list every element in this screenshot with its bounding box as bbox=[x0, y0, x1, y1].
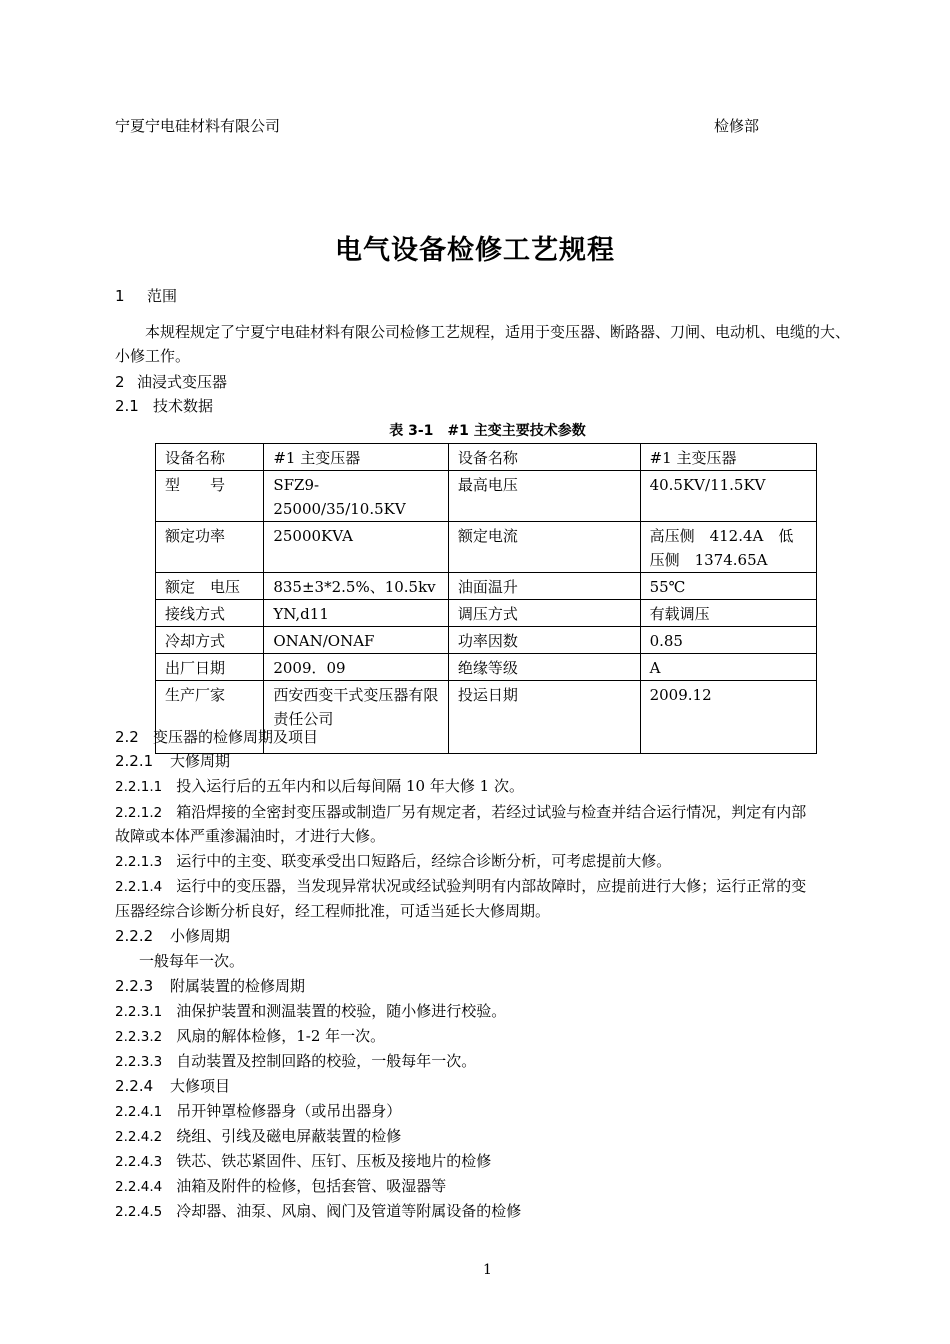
item-number: 2.2.1.1 bbox=[115, 779, 163, 795]
section-2-2-2-heading bbox=[115, 924, 860, 948]
item-text: 风扇的解体检修，1-2 年一次。 bbox=[176, 1027, 386, 1045]
table-label-cell: 生产厂家 bbox=[156, 681, 264, 754]
section-title: 小修周期 bbox=[170, 927, 231, 945]
item-number: 2.2.1.2 bbox=[115, 805, 163, 821]
section-number: 2.2.2 bbox=[115, 927, 154, 945]
table-value-cell: 835±3*2.5%、10.5kv bbox=[264, 573, 449, 600]
item-2-2-1-3 bbox=[115, 849, 860, 874]
table-value-cell: #1 主变压器 bbox=[264, 444, 449, 471]
table-label-cell: 设备名称 bbox=[156, 444, 264, 471]
table-label-cell: 调压方式 bbox=[448, 600, 640, 627]
section-title: 技术数据 bbox=[153, 397, 214, 415]
section-2-2-3-heading bbox=[115, 974, 860, 998]
item-text: 自动装置及控制回路的校验，一般每年一次。 bbox=[176, 1052, 477, 1070]
table-label-cell: 功率因数 bbox=[448, 627, 640, 654]
item-number: 2.2.3.2 bbox=[115, 1029, 163, 1045]
item-text: 运行中的主变、联变承受出口短路后，经综合诊断分析，可考虑提前大修。 bbox=[176, 852, 672, 870]
item-2-2-1-2 bbox=[115, 800, 860, 825]
section-2-2-1-heading bbox=[115, 749, 860, 773]
table-label-cell: 出厂日期 bbox=[156, 654, 264, 681]
item-text: 绕组、引线及磁电屏蔽装置的检修 bbox=[176, 1127, 402, 1145]
table-label-cell: 型 号 bbox=[156, 471, 264, 522]
item-number: 2.2.4.1 bbox=[115, 1104, 163, 1120]
table-value-cell: 40.5KV/11.5KV bbox=[640, 471, 816, 522]
table-value-cell: 2009．09 bbox=[264, 654, 449, 681]
section-number: 1 bbox=[115, 287, 125, 305]
table-value-cell: 有载调压 bbox=[640, 600, 816, 627]
item-text: 运行中的变压器，当发现异常状况或经试验判明有内部故障时，应提前进行大修；运行正常的变 bbox=[176, 877, 807, 895]
table-value-cell: #1 主变压器 bbox=[640, 444, 816, 471]
table-label-cell: 绝缘等级 bbox=[448, 654, 640, 681]
item-number: 2.2.1.4 bbox=[115, 879, 163, 895]
table-row bbox=[156, 627, 817, 654]
section-number: 2.2 bbox=[115, 728, 139, 746]
table-label-cell: 投运日期 bbox=[448, 681, 640, 754]
item-text: 铁芯、铁芯紧固件、压钉、压板及接地片的检修 bbox=[176, 1152, 492, 1170]
item-2-2-1-2-cont: 故障或本体严重渗漏油时，才进行大修。 bbox=[115, 827, 386, 845]
table-value-cell: 55℃ bbox=[640, 573, 816, 600]
table-label-cell: 额定功率 bbox=[156, 522, 264, 573]
table-value-cell: A bbox=[640, 654, 816, 681]
table-row bbox=[156, 654, 817, 681]
section-number: 2.2.1 bbox=[115, 752, 154, 770]
section-number: 2.2.3 bbox=[115, 977, 154, 995]
item-text: 箱沿焊接的全密封变压器或制造厂另有规定者，若经过试验与检查并结合运行情况，判定有内部 bbox=[176, 803, 807, 821]
table-label-cell: 冷却方式 bbox=[156, 627, 264, 654]
item-2-2-4-4 bbox=[115, 1174, 860, 1199]
table-label-cell: 额定电流 bbox=[448, 522, 640, 573]
table-row bbox=[156, 444, 817, 471]
item-2-2-4-1 bbox=[115, 1099, 860, 1124]
table-value-cell: 高压侧 412.4A 低压侧 1374.65A bbox=[640, 522, 816, 573]
table-value-cell: ONAN/ONAF bbox=[264, 627, 449, 654]
table-value-cell: 2009.12 bbox=[640, 681, 816, 754]
section-2-heading bbox=[115, 370, 860, 394]
table-value-cell: YN,d11 bbox=[264, 600, 449, 627]
section-title: 油浸式变压器 bbox=[137, 373, 228, 391]
table-row bbox=[156, 600, 817, 627]
section-number: 2 bbox=[115, 373, 125, 391]
table-caption: 表 3-1 #1 主变主要技术参数 bbox=[389, 423, 586, 439]
section-2-2-4-heading bbox=[115, 1074, 860, 1098]
section-2-2-2-body: 一般每年一次。 bbox=[139, 952, 245, 970]
item-number: 2.2.3.3 bbox=[115, 1054, 163, 1070]
section-title: 范围 bbox=[147, 287, 178, 305]
section-title: 附属装置的检修周期 bbox=[170, 977, 306, 995]
item-2-2-1-4 bbox=[115, 874, 860, 899]
table-label-cell: 最高电压 bbox=[448, 471, 640, 522]
table-label-cell: 设备名称 bbox=[448, 444, 640, 471]
item-number: 2.2.4.4 bbox=[115, 1179, 163, 1195]
section-1-body: 本规程规定了宁夏宁电硅材料有限公司检修工艺规程，适用于变压器、断路器、刀闸、电动机、电缆的大、小修工作。 bbox=[115, 323, 851, 365]
item-text: 油箱及附件的检修，包括套管、吸湿器等 bbox=[176, 1177, 447, 1195]
item-text: 吊开钟罩检修器身（或吊出器身） bbox=[176, 1102, 402, 1120]
section-2-1-heading bbox=[115, 394, 860, 418]
table-row bbox=[156, 471, 817, 522]
table-row bbox=[156, 573, 817, 600]
table-value-cell: SFZ9-25000/35/10.5KV bbox=[264, 471, 449, 522]
section-2-2-heading bbox=[115, 725, 860, 749]
section-title: 大修周期 bbox=[170, 752, 231, 770]
table-value-cell: 25000KVA bbox=[264, 522, 449, 573]
item-2-2-1-4-cont: 压器经综合诊断分析良好，经工程师批准，可适当延长大修周期。 bbox=[115, 902, 551, 920]
item-2-2-3-1 bbox=[115, 999, 860, 1024]
item-text: 冷却器、油泵、风扇、阀门及管道等附属设备的检修 bbox=[176, 1202, 522, 1220]
table-label-cell: 接线方式 bbox=[156, 600, 264, 627]
section-number: 2.2.4 bbox=[115, 1077, 154, 1095]
section-number: 2.1 bbox=[115, 397, 139, 415]
item-number: 2.2.1.3 bbox=[115, 854, 163, 870]
table-value-cell: 西安西变干式变压器有限责任公司 bbox=[264, 681, 449, 754]
item-2-2-4-2 bbox=[115, 1124, 860, 1149]
table-label-cell: 额定 电压 bbox=[156, 573, 264, 600]
spec-table bbox=[155, 443, 817, 754]
header-company: 宁夏宁电硅材料有限公司 bbox=[115, 117, 281, 135]
table-value-cell: 0.85 bbox=[640, 627, 816, 654]
item-2-2-4-5 bbox=[115, 1199, 860, 1224]
item-2-2-4-3 bbox=[115, 1149, 860, 1174]
section-1-heading bbox=[115, 284, 860, 308]
table-label-cell: 油面温升 bbox=[448, 573, 640, 600]
item-2-2-3-3 bbox=[115, 1049, 860, 1074]
page-number: 1 bbox=[483, 1262, 492, 1278]
table-row bbox=[156, 522, 817, 573]
item-number: 2.2.4.3 bbox=[115, 1154, 163, 1170]
item-number: 2.2.4.5 bbox=[115, 1204, 163, 1220]
section-title: 大修项目 bbox=[170, 1077, 231, 1095]
item-number: 2.2.3.1 bbox=[115, 1004, 163, 1020]
item-2-2-1-1 bbox=[115, 774, 860, 799]
item-2-2-3-2 bbox=[115, 1024, 860, 1049]
item-text: 投入运行后的五年内和以后每间隔 10 年大修 1 次。 bbox=[176, 777, 524, 795]
document-title: 电气设备检修工艺规程 bbox=[335, 235, 615, 266]
header-department: 检修部 bbox=[714, 117, 760, 135]
item-text: 油保护装置和测温装置的校验，随小修进行校验。 bbox=[176, 1002, 507, 1020]
section-title: 变压器的检修周期及项目 bbox=[153, 728, 319, 746]
item-number: 2.2.4.2 bbox=[115, 1129, 163, 1145]
